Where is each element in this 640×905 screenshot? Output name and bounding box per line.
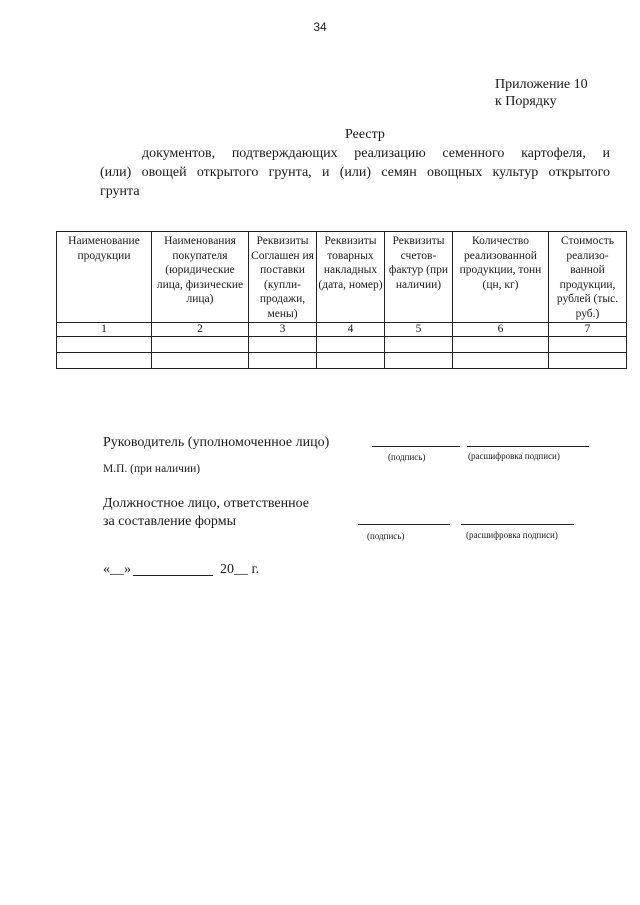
head-decoding-line[interactable] [467, 446, 589, 447]
header-cell: Реквизиты товарных накладных (дата, номер) [317, 232, 385, 323]
date-day: «__» [103, 562, 131, 577]
column-number: 1 [57, 323, 152, 337]
header-cell: Реквизиты Соглашен ия поставки (купли-продажи, мены) [249, 232, 317, 323]
column-number: 5 [385, 323, 453, 337]
appendix-line-1: Приложение 10 [495, 77, 588, 92]
column-number: 2 [152, 323, 249, 337]
header-cell: Наименования покупателя (юридические лица, физические лица) [152, 232, 249, 323]
appendix-line-2: к Порядку [495, 94, 557, 109]
header-cell: Количество реализованной продукции, тонн (цн, кг) [453, 232, 549, 323]
table-cell[interactable] [317, 353, 385, 369]
column-number: 3 [249, 323, 317, 337]
stamp-note: М.П. (при наличии) [103, 463, 201, 475]
table-cell[interactable] [549, 337, 627, 353]
table-header-row [57, 232, 627, 323]
table-cell[interactable] [549, 353, 627, 369]
table-cell[interactable] [57, 353, 152, 369]
head-decoding-caption: (расшифровка подписи) [468, 451, 560, 461]
register-line-2: (или) овощей открытого грунта, и (или) семян овощных культур открытого [100, 165, 610, 180]
register-description [100, 144, 610, 201]
table-cell[interactable] [453, 337, 549, 353]
register-line-1: документов, подтверждающих реализацию семенного картофеля, и [142, 146, 610, 161]
column-number-row [57, 323, 627, 337]
column-number: 6 [453, 323, 549, 337]
date-year: 20__ г. [220, 562, 260, 577]
head-signature-caption: (подпись) [388, 452, 426, 462]
table-cell[interactable] [249, 353, 317, 369]
table-row [57, 353, 627, 369]
header-cell: Реквизиты счетов-фактур (при наличии) [385, 232, 453, 323]
official-signature-caption: (подпись) [367, 531, 405, 541]
official-decoding-caption: (расшифровка подписи) [466, 530, 558, 540]
head-label: Руководитель (уполномоченное лицо) [103, 435, 330, 450]
column-number: 4 [317, 323, 385, 337]
table-row [57, 337, 627, 353]
register-title: Реестр [345, 127, 385, 142]
header-cell: Стоимость реализо-ванной продукции, рублей (тыс. руб.) [549, 232, 627, 323]
register-line-3: грунта [100, 184, 140, 199]
official-decoding-line[interactable] [461, 524, 574, 525]
appendix-reference [495, 76, 588, 110]
table-cell[interactable] [152, 353, 249, 369]
official-label-line-1: Должностное лицо, ответственное [103, 496, 309, 511]
table-cell[interactable] [317, 337, 385, 353]
header-cell: Наименование продукции [57, 232, 152, 323]
table-cell[interactable] [385, 353, 453, 369]
head-signature-line[interactable] [372, 446, 460, 447]
column-number: 7 [549, 323, 627, 337]
page-number: 34 [313, 20, 327, 34]
official-label-line-2: за составление формы [103, 514, 236, 529]
table-cell[interactable] [385, 337, 453, 353]
date-month-line[interactable] [133, 575, 213, 576]
register-table [56, 231, 627, 369]
table-cell[interactable] [249, 337, 317, 353]
table-cell[interactable] [453, 353, 549, 369]
official-signature-line[interactable] [358, 524, 450, 525]
table-cell[interactable] [57, 337, 152, 353]
table-cell[interactable] [152, 337, 249, 353]
